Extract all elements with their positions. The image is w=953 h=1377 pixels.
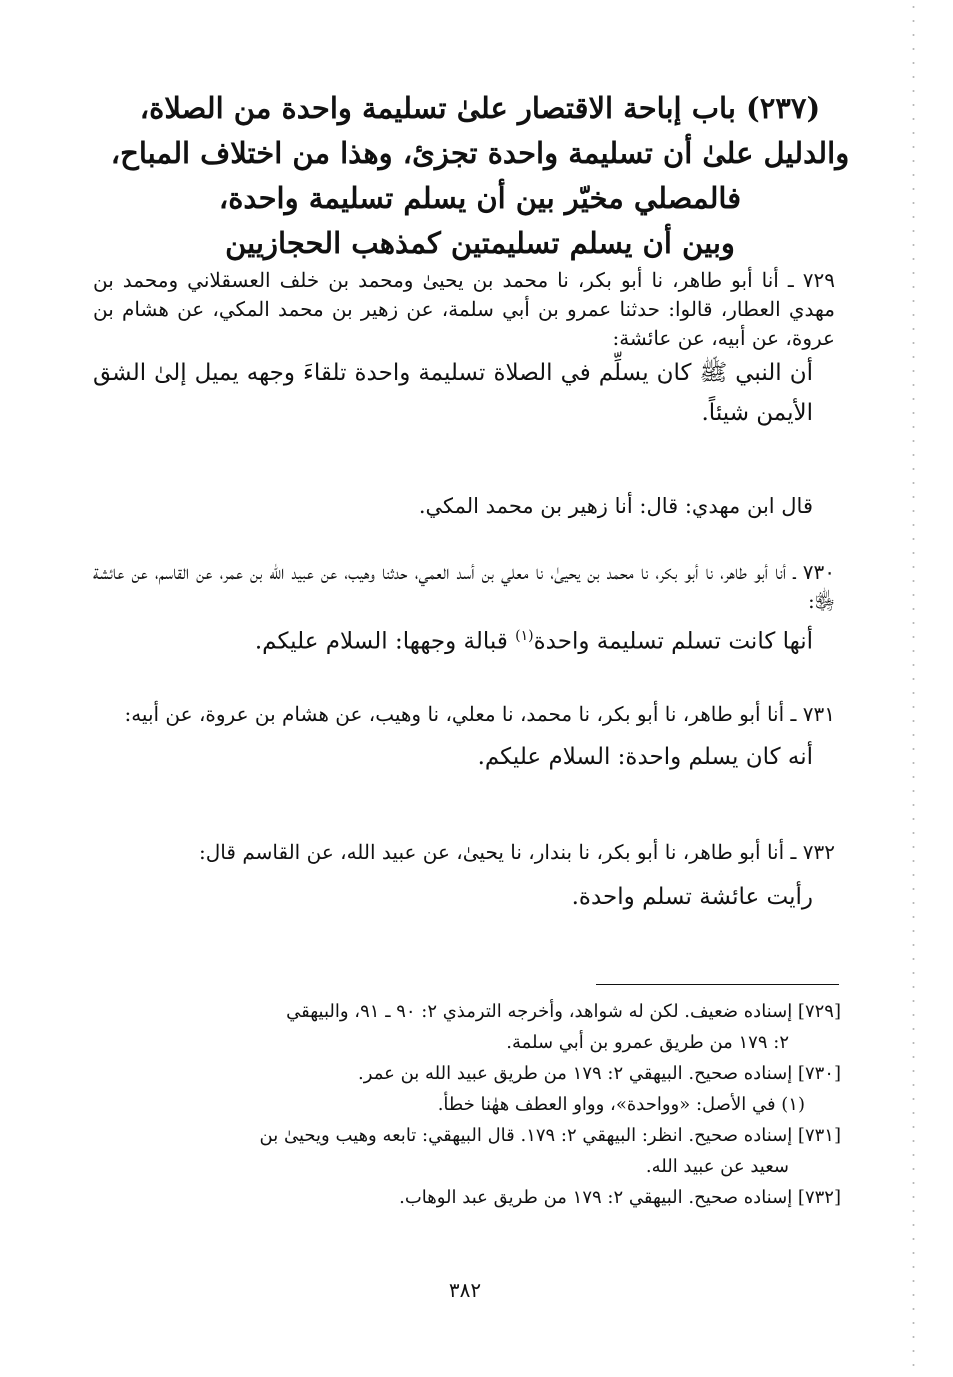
hadith-730 [93, 558, 835, 662]
hadith-isnad: ٧٣٢ ـ أنا أبو طاهر، نا أبو بكر، نا بندار، نا يحيىٰ، عن عبيد الله، عن القاسم قال: [199, 840, 835, 864]
narrator-note: قال ابن مهدي: قال: أنا زهير بن محمد المكي. [418, 494, 813, 518]
footnote-text: [٧٣٠] إسناده صحيح. البيهقي ٢: ١٧٩ من طريق عبيد الله بن عمر. [358, 1063, 841, 1084]
footnote-continuation: سعيد عن عبيد الله. [645, 1156, 789, 1177]
hadith-matn [93, 616, 835, 662]
heading-line: والدليل علىٰ أن تسليمة واحدة تجزئ، وهذا من اختلاف المباح، [110, 136, 850, 170]
footnotes [93, 996, 841, 1213]
footnote-separator [596, 984, 839, 985]
matn-text: قبالة وجهها: السلام عليكم. [254, 628, 516, 655]
hadith-matn: رأيت عائشة تسلم واحدة. [571, 884, 813, 910]
heading-line: (٢٣٧) باب إباحة الاقتصار علىٰ تسليمة واحدة من الصلاة، [139, 91, 821, 125]
footnote-text: [٧٣٢] إسناده صحيح. البيهقي ٢: ١٧٩ من طريق عبد الوهاب. [399, 1187, 841, 1208]
footnote-text: [٧٢٩] إسناده ضعيف. لكن له شواهد، وأخرجه الترمذي ٢: ٩٠ ـ ٩١، والبيهقي [286, 1001, 841, 1022]
hadith-isnad: ٧٢٩ ـ أنا أبو طاهر، نا أبو بكر، نا محمد بن يحيىٰ ومحمد بن خلف العسقلاني ومحمد بن مهدي العطار، قالوا: حدثنا عمرو بن أبي سلمة، عن زهير بن محمد المكي، عن هشام بن عروة، عن أبيه، عن عائشة: [93, 268, 835, 350]
hadith-matn: أنه كان يسلم واحدة: السلام عليكم. [477, 744, 813, 770]
hadith-729-note [93, 488, 835, 524]
footnote-1 [93, 1089, 841, 1120]
heading-line: وبين أن يسلم تسليمتين كمذهب الحجازيين [225, 226, 735, 260]
matn-text: أنها كانت تسلم تسليمة واحدة [533, 628, 813, 655]
footnote-text: [٧٣١] إسناده صحيح. انظر: البيهقي ٢: ١٧٩. قال البيهقي: تابعه وهيب ويحيىٰ بن [259, 1125, 841, 1146]
footnote-text: (١) في الأصل: «وواحدة»، وواو العطف ههٰنا خطأ. [437, 1094, 805, 1115]
footnote-729 [93, 996, 841, 1058]
hadith-matn: أن النبي ﷺ كان يسلِّم في الصلاة تسليمة واحدة تلقاءَ وجهه يميل إلىٰ الشق الأيمن شيئاً. [93, 360, 813, 426]
footnote-731 [93, 1120, 841, 1182]
chapter-heading [110, 86, 850, 266]
hadith-isnad: ٧٣٠ ـ أنا أبو طاهر، نا أبو بكر، نا محمد بن يحيىٰ، نا معلي بن أسد العمي، حدثنا وهيب، عن عبيد الله بن عمر، عن القاسم، عن عائشة ﵂: [93, 560, 835, 613]
hadith-731 [93, 700, 835, 777]
footnote-marker: (١) [515, 628, 534, 644]
hadith-isnad: ٧٣١ ـ أنا أبو طاهر، نا أبو بكر، نا محمد، نا معلي، نا وهيب، عن هشام بن عروة، عن أبيه: [124, 702, 835, 726]
heading-line: فالمصلي مخيّر بين أن يسلم تسليمة واحدة، [218, 181, 742, 215]
hadith-732 [93, 838, 835, 917]
hadith-729 [93, 266, 835, 433]
footnote-continuation: ٢: ١٧٩ من طريق عمرو بن أبي سلمة. [506, 1032, 789, 1053]
scan-margin-dots [912, 0, 915, 1377]
footnote-730 [93, 1058, 841, 1089]
footnote-732 [93, 1182, 841, 1213]
page-number: ٣٨٢ [448, 1278, 482, 1302]
